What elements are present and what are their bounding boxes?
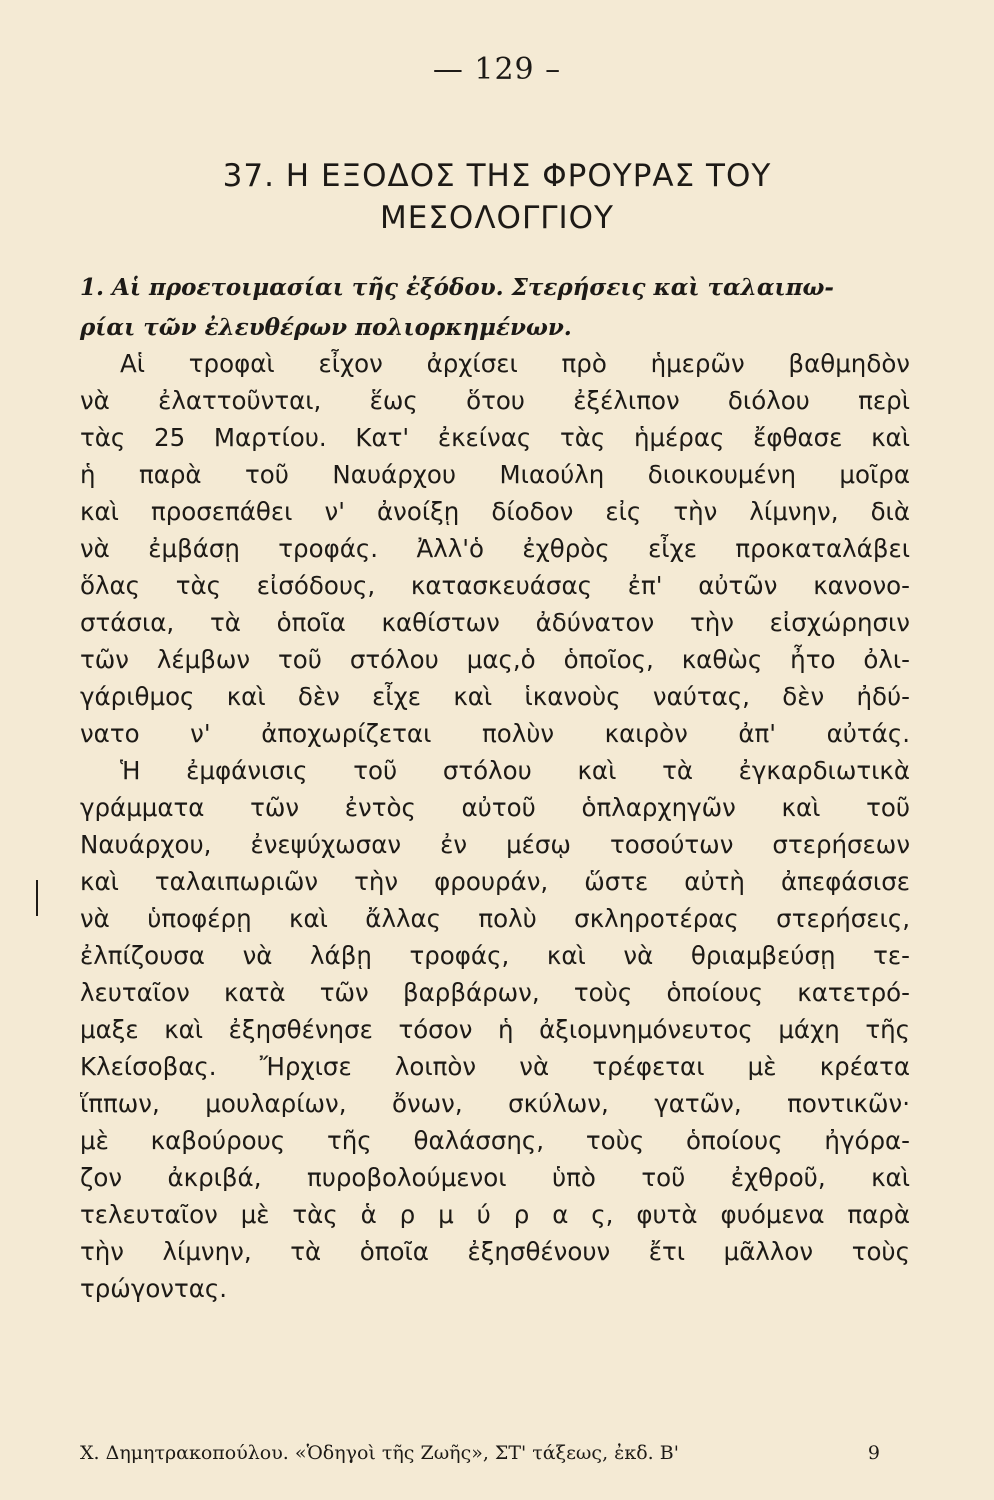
text-line: τὴν λίμνην, τὰ ὁποῖα ἐξησθένουν ἔτι μᾶλλον τοὺς — [80, 1237, 910, 1266]
text-line: ἐλπίζουσα νὰ λάβῃ τροφάς, καὶ νὰ θριαμβεύσῃ τε- — [80, 941, 910, 970]
text-line: τρώγοντας. — [80, 1274, 228, 1303]
text-line: Ναυάρχου, ἐνεψύχωσαν ἐν μέσῳ τοσούτων στερήσεων — [80, 830, 910, 859]
text-line: ἡ παρὰ τοῦ Ναυάρχου Μιαούλη διοικουμένη μοῖρα — [80, 460, 910, 489]
text-line: νὰ ὑποφέρῃ καὶ ἄλλας πολὺ σκληροτέρας στερήσεις, — [80, 904, 910, 933]
chapter-title — [60, 155, 934, 239]
text-line: τελευταῖον μὲ τὰς ἁ ρ μ ύ ρ α ς, φυτὰ φυόμενα παρὰ — [80, 1200, 910, 1229]
text-line: νατο ν' ἀποχωρίζεται πολὺν καιρὸν ἀπ' αὐτάς. — [80, 719, 910, 748]
text-line: γάριθμος καὶ δὲν εἶχε καὶ ἱκανοὺς ναύτας, δὲν ἠδύ- — [80, 682, 910, 711]
text-line: τὰς 25 Μαρτίου. Κατ' ἐκείνας τὰς ἡμέρας ἔφθασε καὶ — [80, 423, 910, 452]
chapter-title-line: 37. Η ΕΞΟΔΟΣ ΤΗΣ ΦΡΟΥΡΑΣ ΤΟΥ — [222, 158, 772, 194]
page-footer — [80, 1442, 880, 1464]
text-line: νὰ ἐμβάσῃ τροφάς. Ἀλλ'ὁ ἐχθρὸς εἶχε προκαταλάβει — [80, 534, 910, 563]
text-line: καὶ προσεπάθει ν' ἀνοίξῃ δίοδον εἰς τὴν λίμνην, διὰ — [80, 497, 910, 526]
text-line: Αἱ τροφαὶ εἶχον ἀρχίσει πρὸ ἡμερῶν βαθμηδὸν — [120, 349, 910, 378]
text-line: καὶ ταλαιπωριῶν τὴν φρουράν, ὥστε αὐτὴ ἀπεφάσισε — [80, 867, 910, 896]
page-number: — 129 – — [432, 52, 562, 87]
margin-mark — [36, 880, 38, 916]
footer-citation: Χ. Δημητρακοπούλου. «Ὁδηγοὶ τῆς Ζωῆς», ΣΤ' τάξεως, ἐκδ. Β' — [80, 1442, 679, 1464]
section-heading — [80, 268, 920, 348]
chapter-title-line: ΜΕΣΟΛΟΓΓΙΟΥ — [380, 200, 614, 236]
text-line: ὅλας τὰς εἰσόδους, κατασκευάσας ἐπ' αὐτῶν κανονο- — [80, 571, 910, 600]
text-line: Ἡ ἐμφάνισις τοῦ στόλου καὶ τὰ ἐγκαρδιωτικὰ — [120, 756, 910, 785]
text-line: μὲ καβούρους τῆς θαλάσσης, τοὺς ὁποίους ἠγόρα- — [80, 1126, 910, 1155]
section-heading-line: ρίαι τῶν ἐλευθέρων πολιορκημένων. — [80, 314, 572, 341]
text-line: ζον ἀκριβά, πυροβολούμενοι ὑπὸ τοῦ ἐχθροῦ, καὶ — [80, 1163, 910, 1192]
text-line: λευταῖον κατὰ τῶν βαρβάρων, τοὺς ὁποίους κατετρό- — [80, 978, 910, 1007]
text-line: τῶν λέμβων τοῦ στόλου μας,ὁ ὁποῖος, καθὼς ἦτο ὀλι- — [80, 645, 910, 674]
text-line: νὰ ἐλαττοῦνται, ἕως ὅτου ἐξέλιπον διόλου περὶ — [80, 386, 910, 415]
text-line: μαξε καὶ ἐξησθένησε τόσον ἡ ἀξιομνημόνευτος μάχη τῆς — [80, 1015, 910, 1044]
text-line: στάσια, τὰ ὁποῖα καθίστων ἀδύνατον τὴν εἰσχώρησιν — [80, 608, 910, 637]
section-heading-line: 1. Αἱ προετοιμασίαι τῆς ἐξόδου. Στερήσεις καὶ ταλαιπω- — [80, 274, 834, 301]
body-text — [80, 345, 910, 1307]
text-line: Κλείσοβας. Ἤρχισε λοιπὸν νὰ τρέφεται μὲ κρέατα — [80, 1052, 910, 1081]
text-line: ἵππων, μουλαρίων, ὄνων, σκύλων, γατῶν, ποντικῶν· — [80, 1089, 910, 1118]
text-line: γράμματα τῶν ἐντὸς αὐτοῦ ὁπλαρχηγῶν καὶ τοῦ — [80, 793, 910, 822]
signature-mark: 9 — [867, 1442, 880, 1464]
